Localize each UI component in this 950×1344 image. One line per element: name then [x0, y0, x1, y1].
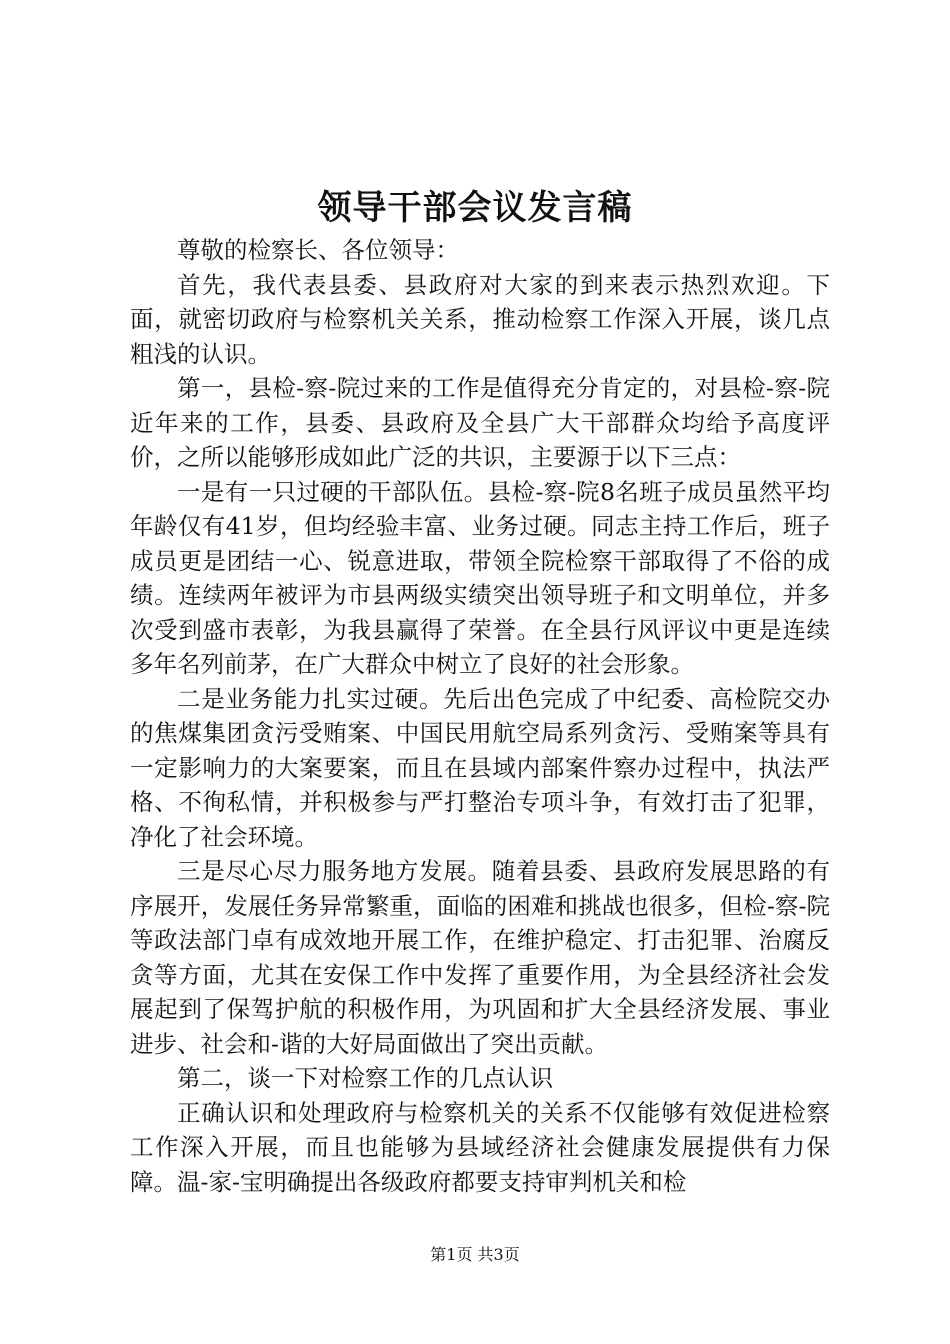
paragraph-point-two: 第二，谈一下对检察工作的几点认识 — [177, 1064, 553, 1092]
paragraph-salutation: 尊敬的检察长、各位领导： — [177, 236, 459, 264]
document-title: 领导干部会议发言稿 — [317, 188, 633, 228]
paragraph-point-one: 第一，县检-察-院过来的工作是值得充分肯定的，对县检-察-院近年来的工作，县委、县政府及全县广大干部群众均给予高度评价，之所以能够形成如此广泛的共识，主要源于以下三点： — [130, 374, 830, 471]
paragraph-welcome: 首先，我代表县委、县政府对大家的到来表示热烈欢迎。下面，就密切政府与检察机关关系，推动检察工作深入开展，谈几点粗浅的认识。 — [130, 270, 830, 368]
document-body — [130, 233, 830, 1199]
paragraph-capability: 二是业务能力扎实过硬。先后出色完成了中纪委、高检院交办的焦煤集团贪污受贿案、中国民用航空局系列贪污、受贿案等具有一定影响力的大案要案，而且在县域内部案件察办过程中，执法严格、不徇私情，并积极参与严打整治专项斗争，有效打击了犯罪，净化了社会环境。 — [130, 684, 830, 851]
paragraph-team: 一是有一只过硬的干部队伍。县检-察-院8名班子成员虽然平均年龄仅有41岁，但均经验丰富、业务过硬。同志主持工作后，班子成员更是团结一心、锐意进取，带领全院检察干部取得了不俗的成绩。连续两年被评为市县两级实绩突出领导班子和文明单位，并多次受到盛市表彰，为我县赢得了荣誉。在全县行风评议中更是连续多年名列前茅，在广大群众中树立了良好的社会形象。 — [130, 477, 830, 678]
paragraph-service: 三是尽心尽力服务地方发展。随着县委、县政府发展思路的有序展开，发展任务异常繁重，面临的困难和挑战也很多，但检-察-院等政法部门卓有成效地开展工作，在维护稳定、打击犯罪、治腐反贪等方面，尤其在安保工作中发挥了重要作用，为全县经济社会发展起到了保驾护航的积极作用，为巩固和扩大全县经济发展、事业进步、社会和-谐的大好局面做出了突出贡献。 — [130, 857, 830, 1058]
paragraph-relationship: 正确认识和处理政府与检察机关的关系不仅能够有效促进检察工作深入开展，而且也能够为县域经济社会健康发展提供有力保障。温-家-宝明确提出各级政府都要支持审判机关和检 — [130, 1098, 830, 1196]
page-number-footer: 第1页 共3页 — [430, 1245, 520, 1264]
